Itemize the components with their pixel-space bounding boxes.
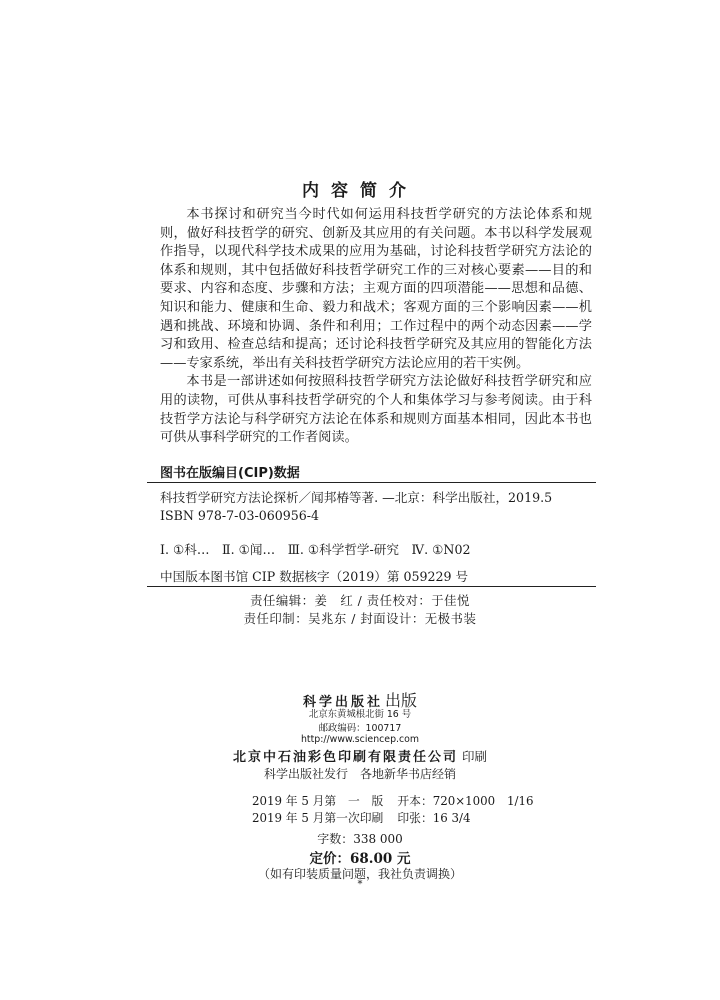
cip-title-line: 科技哲学研究方法论探析／闻邦椿等著. —北京：科学出版社，2019.5 (160, 490, 553, 505)
publisher-name: 科学出版社 (302, 695, 383, 710)
price: 定价：68.00 元 (309, 851, 411, 867)
summary-paragraph-2: 本书是一部讲述如何按照科技哲学研究方法论做好科技哲学研究和应用的读物，可供从事科技哲学研究的个人和集体学习与参考阅读。由于科技哲学方法论与科学研究方法论在体系和规则方面基本相同，因此本书也可供从事科学研究的工作者阅读。 (160, 374, 592, 446)
summary-title: 内容简介 (302, 181, 418, 201)
print-date: 2019 年 5 月第一次印刷 (252, 811, 384, 825)
sheets: 印张：16 3/4 (397, 811, 471, 825)
cip-bottom-rule (147, 586, 596, 587)
editors-credit: 责任编辑：姜 红 / 责任校对：于佳悦 (250, 593, 470, 608)
cip-subject-line: Ⅰ. ①科… Ⅱ. ①闻… Ⅲ. ①科学哲学-研究 Ⅳ. ①N02 (160, 542, 471, 557)
printer-suffix: 印刷 (462, 749, 488, 764)
print-design-credit: 责任印制：吴兆东 / 封面设计：无极书装 (243, 611, 477, 626)
publisher-postcode: 邮政编码：100717 (318, 723, 402, 734)
star-mark: * (357, 879, 363, 890)
print-row (252, 809, 471, 826)
quality-notice: （如有印装质量问题，我社负责调换） (257, 867, 462, 881)
cip-isbn-line: ISBN 978-7-03-060956-4 (160, 508, 320, 523)
cip-heading: 图书在版编目(CIP)数据 (160, 466, 300, 481)
publisher-website: http://www.sciencep.com (300, 734, 420, 745)
summary-paragraph-1: 本书探讨和研究当今时代如何运用科技哲学研究的方法论体系和规则，做好科技哲学的研究、创新及其应用的有关问题。本书以科学发展观作指导，以现代科学技术成果的应用为基础，讨论科技哲学研究方法论的体系和规则，其中包括做好科技哲学研究工作的三对核心要素——目的和要求、内容和态度、步骤和方法；主观方面的四项潜能——思想和品德、知识和能力、健康和生命、毅力和战术；客观方面的三个影响因素——机遇和挑战、环境和协调、条件和利用；工作过程中的两个动态因素——学习和致用、检查总结和提高；还讨论科技哲学研究及其应用的智能化方法——专家系统，举出有关科技哲学研究方法论应用的若干实例。 (160, 207, 592, 371)
publisher-suffix: 出版 (385, 691, 418, 710)
cip-record-line: 中国版本图书馆 CIP 数据核字（2019）第 059229 号 (160, 569, 469, 584)
printer-name: 北京中石油彩色印刷有限责任公司 (232, 750, 458, 765)
edition-date: 2019 年 5 月第 一 版 (252, 794, 384, 808)
distribution-line: 科学出版社发行 各地新华书店经销 (263, 767, 456, 781)
format: 开本：720×1000 1/16 (397, 794, 534, 808)
publisher-address: 北京东黄城根北街 16 号 (308, 709, 412, 720)
printer-line (0, 746, 720, 765)
summary-body (160, 206, 592, 448)
cip-top-rule (147, 482, 596, 483)
edition-row (252, 792, 533, 809)
word-count: 字数：338 000 (317, 832, 403, 846)
